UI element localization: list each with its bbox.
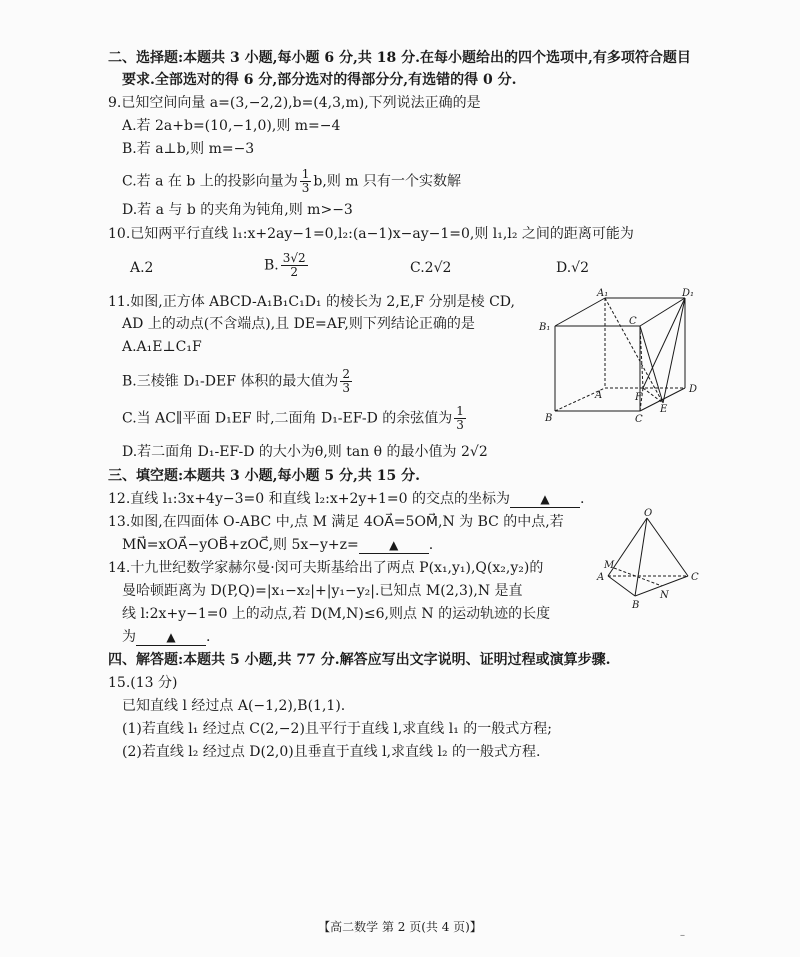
q9-c-pre: C.若 a 在 b 上的投影向量为: [122, 173, 298, 190]
cube-line-d1e: [663, 298, 685, 403]
q14-stem-line3: 线 l:2x+y−1=0 上的动点,若 D(M,N)≤6,则点 N 的运动轨迹的长度: [122, 606, 551, 622]
q11-stem-line1: 11.如图,正方体 ABCD-A₁B₁C₁D₁ 的棱长为 2,E,F 分别是棱 CD,: [108, 294, 515, 310]
tetra-edge-ab: [608, 576, 635, 596]
q10-b-fraction: [281, 252, 308, 279]
q9-c-fraction: [300, 168, 312, 195]
q10-option-c: C.2√2: [410, 260, 452, 276]
triangle-icon: ▲: [540, 492, 550, 506]
q13-line2: [122, 535, 433, 555]
q9-c-post: b,则 m 只有一个实数解: [313, 173, 462, 190]
cube-figure: [535, 288, 705, 428]
tetra-label-b: B: [632, 600, 640, 611]
section3-heading: 三、填空题:本题共 3 小题,每小题 5 分,共 15 分.: [108, 468, 420, 484]
q10-b-den: 2: [290, 265, 299, 279]
cube-label-b1: B₁: [539, 322, 551, 333]
q11-option-d: D.若二面角 D₁-EF-D 的大小为θ,则 tan θ 的最小值为 2√2: [122, 444, 488, 460]
section2-heading-cont: 要求.全部选对的得 6 分,部分选对的得部分分,有选错的得 0 分.: [122, 72, 517, 88]
q11-option-a: A.A₁E⊥C₁F: [122, 339, 202, 355]
triangle-icon: ▲: [166, 630, 176, 644]
q9-c-num: 1: [301, 167, 310, 181]
q10-option-d: D.√2: [556, 260, 590, 276]
q9-option-b: B.若 a⊥b,则 m=−3: [122, 141, 255, 157]
cube-label-f: F: [635, 392, 642, 403]
q10-option-b: [264, 252, 310, 279]
q11-option-b: [122, 368, 354, 395]
q14-stem-line4: 为: [122, 629, 136, 645]
q13-stem-line2: MN⃗=xOA⃗−yOB⃗+zOC⃗,则 5x−y+z=: [122, 537, 359, 553]
tetra-edge-oc: [647, 518, 688, 576]
q11-b-den: 3: [342, 381, 351, 395]
page-footer: 【高二数学 第 2 页(共 4 页)】: [318, 920, 482, 934]
q13-answer-blank[interactable]: [359, 537, 429, 554]
section4-heading: 四、解答题:本题共 5 小题,共 77 分.解答应写出文字说明、证明过程或演算步骤.: [108, 652, 611, 668]
q11-stem-line2: AD 上的动点(不含端点),且 DE=AF,则下列结论正确的是: [122, 316, 475, 332]
q10-option-a: A.2: [130, 260, 154, 276]
q14-line4: [122, 627, 210, 647]
q9-option-a: A.若 2a+b=(10,−1,0),则 m=−4: [122, 118, 341, 134]
cube-label-a1: A₁: [597, 288, 609, 299]
q9-stem: 9.已知空间向量 a=(3,−2,2),b=(4,3,m),下列说法正确的是: [108, 95, 481, 111]
q11-c-den: 3: [456, 418, 464, 432]
q15-part1: (1)若直线 l₁ 经过点 C(2,−2)且平行于直线 l,求直线 l₁ 的一般式方程;: [122, 721, 552, 737]
q12-end: .: [580, 491, 585, 507]
cube-label-d: D: [689, 384, 698, 395]
q10-b-num: 3√2: [282, 251, 306, 265]
tetra-edge-ob: [635, 518, 647, 596]
q15-number: 15.(13 分): [108, 675, 178, 691]
q15-stem: 已知直线 l 经过点 A(−1,2),B(1,1).: [122, 698, 346, 714]
q9-c-den: 3: [301, 181, 310, 195]
tetra-label-c: C: [691, 572, 699, 583]
q11-c-pre: C.当 AC∥平面 D₁EF 时,二面角 D₁-EF-D 的余弦值为: [122, 410, 453, 427]
q11-b-pre: B.三棱锥 D₁-DEF 体积的最大值为: [122, 373, 339, 390]
cube-label-b: B: [545, 413, 553, 424]
q11-b-num: 2: [342, 367, 351, 381]
q13-end: .: [428, 537, 434, 553]
q10-b-pre: B.: [264, 257, 279, 274]
cube-label-c: C: [635, 414, 643, 425]
q11-c-fraction: [454, 405, 466, 432]
tetra-label-o: O: [644, 508, 653, 519]
cube-edge-a1b1: [555, 298, 605, 326]
tetra-label-a: A: [597, 572, 605, 583]
q10-stem: 10.已知两平行直线 l₁:x+2ay−1=0,l₂:(a−1)x−ay−1=0,则 l₁,l₂ 之间的距离可能为: [108, 226, 634, 242]
q9-option-c: [122, 168, 461, 195]
q15-part2: (2)若直线 l₂ 经过点 D(2,0)且垂直于直线 l,求直线 l₂ 的一般式方程.: [122, 744, 541, 760]
tetrahedron-figure: [590, 508, 705, 613]
q13-stem-line1: 13.如图,在四面体 O-ABC 中,点 M 满足 4OA⃗=5OM⃗,N 为 BC 的中点,若: [108, 514, 564, 530]
cube-line-c1e: [640, 326, 663, 403]
q12-stem: 12.直线 l₁:3x+4y−3=0 和直线 l₂:x+2y+1=0 的交点的坐标为: [108, 491, 511, 507]
tetra-label-m: M: [604, 560, 615, 571]
q14-stem-line2: 曼哈顿距离为 D(P,Q)=|x₁−x₂|+|y₁−y₂|.已知点 M(2,3),N 是直: [122, 583, 523, 599]
triangle-icon: ▲: [389, 538, 399, 552]
q11-option-c: [122, 405, 468, 432]
corner-mark: –: [680, 930, 685, 941]
cube-label-c1: C: [629, 316, 637, 327]
cube-label-d1: D₁: [682, 288, 695, 299]
q12-answer-blank[interactable]: [510, 491, 580, 508]
q14-end: .: [206, 629, 211, 645]
q14-stem-line1: 14.十九世纪数学家赫尔曼·闵可夫斯基给出了两点 P(x₁,y₁),Q(x₂,y₂)的: [108, 560, 544, 576]
cube-line-ef: [643, 388, 663, 403]
q11-b-fraction: [340, 368, 352, 395]
tetra-line-mn: [614, 568, 662, 586]
q12-line: [108, 489, 584, 509]
q14-answer-blank[interactable]: [136, 629, 206, 646]
tetra-label-n: N: [660, 590, 669, 601]
q11-c-num: 1: [456, 404, 464, 418]
q9-option-d: D.若 a 与 b 的夹角为钝角,则 m>−3: [122, 202, 353, 218]
cube-line-a1e: [605, 298, 663, 403]
cube-label-e: E: [660, 404, 668, 415]
section2-heading: 二、选择题:本题共 3 小题,每小题 6 分,共 18 分.在每小题给出的四个选项中,有多项符合题目: [108, 50, 691, 66]
cube-label-a: A: [595, 390, 603, 401]
